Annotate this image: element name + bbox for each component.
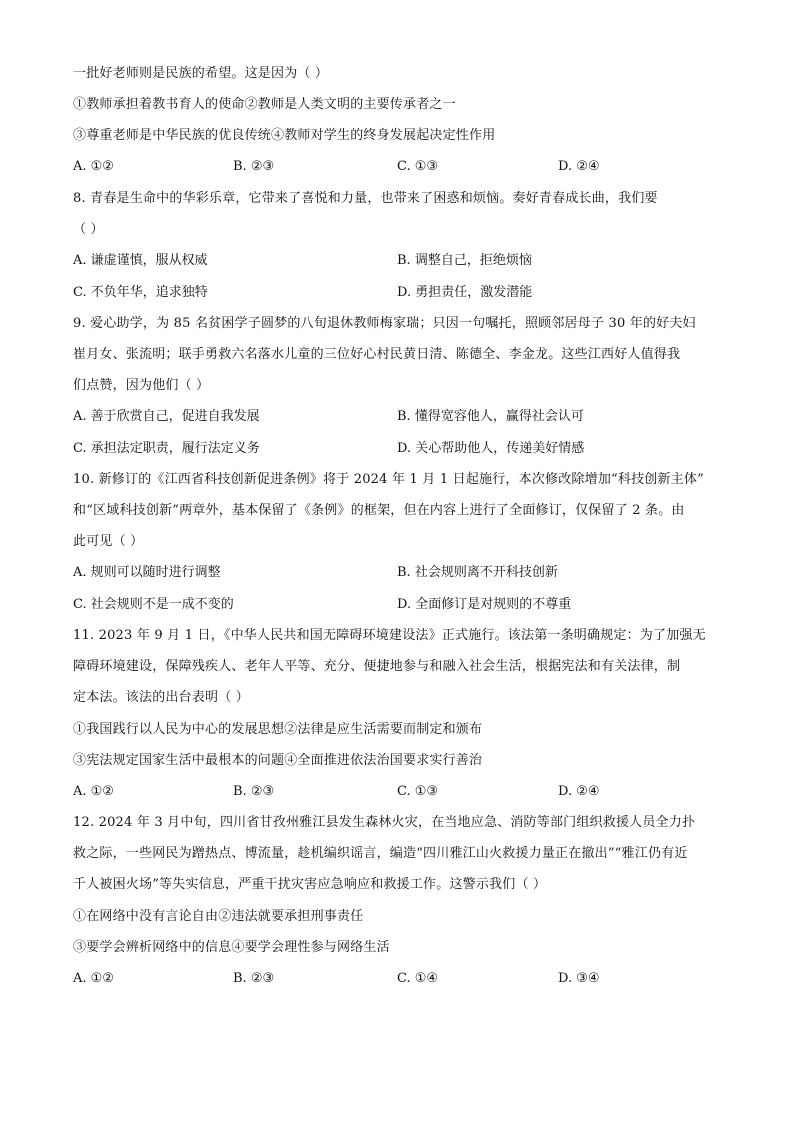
q12-stem-3: 千人被困火场”等失实信息，严重干扰灾害应急响应和救援工作。这警示我们（ ） bbox=[73, 877, 547, 892]
q11-statements-1: ①我国践行以人民为中心的发展思想②法律是应生活需要而制定和颁布 bbox=[73, 722, 483, 737]
q10-stem-3: 此可见（ ） bbox=[73, 534, 144, 549]
q12-statements-2: ③要学会辨析网络中的信息④要学会理性参与网络生活 bbox=[73, 940, 390, 955]
q12-option-d[interactable]: D. ③④ bbox=[558, 971, 600, 986]
q12-option-a[interactable]: A. ①② bbox=[73, 971, 114, 986]
q11-stem-3: 定本法。该法的出台表明（ ） bbox=[73, 690, 249, 705]
q10-option-b[interactable]: B. 社会规则离不开科技创新 bbox=[397, 565, 558, 580]
q10-stem-1: 10. 新修订的《江西省科技创新促进条例》将于 2024 年 1 月 1 日起施行，本次修改除增加“科技创新主体” bbox=[73, 472, 704, 487]
q9-stem-1: 9. 爱心助学，为 85 名贫困学子圆梦的八旬退休教师梅家瑞；只因一句嘱托，照顾邻居母子 30 年的好夫妇 bbox=[73, 316, 696, 331]
q10-option-c[interactable]: C. 社会规则不是一成不变的 bbox=[73, 597, 234, 612]
q9-option-a[interactable]: A. 善于欣赏自己，促进自我发展 bbox=[73, 409, 260, 424]
q9-option-b[interactable]: B. 懂得宽容他人，赢得社会认可 bbox=[397, 409, 584, 424]
q11-stem-1: 11. 2023 年 9 月 1 日，《中华人民共和国无障碍环境建设法》正式施行。该法第一条明确规定：为了加强无 bbox=[73, 628, 706, 643]
q7-stem: 一批好老师则是民族的希望。这是因为（ ） bbox=[73, 66, 329, 81]
q7-option-d[interactable]: D. ②④ bbox=[558, 159, 600, 174]
q11-statements-2: ③宪法规定国家生活中最根本的问题④全面推进依法治国要求实行善治 bbox=[73, 753, 483, 768]
q11-option-d[interactable]: D. ②④ bbox=[558, 784, 600, 799]
q7-option-c[interactable]: C. ①③ bbox=[397, 159, 439, 174]
q8-option-c[interactable]: C. 不负年华，追求独特 bbox=[73, 285, 208, 300]
q9-option-d[interactable]: D. 关心帮助他人，传递美好情感 bbox=[397, 441, 585, 456]
q9-option-c[interactable]: C. 承担法定职责，履行法定义务 bbox=[73, 441, 260, 456]
q11-stem-2: 障碍环境建设，保障残疾人、老年人平等、充分、便捷地参与和融入社会生活，根据宪法和有关法律，制 bbox=[73, 659, 681, 674]
q9-stem-2: 崔月女、张流明；联手勇救六名落水儿童的三位好心村民黄日清、陈德全、李金龙。这些江西好人值得我 bbox=[73, 347, 681, 362]
q12-stem-1: 12. 2024 年 3 月中旬，四川省甘孜州雅江县发生森林火灾，在当地应急、消防等部门组织救援人员全力扑 bbox=[73, 815, 696, 830]
q11-option-b[interactable]: B. ②③ bbox=[233, 784, 275, 799]
q12-statements-1: ①在网络中没有言论自由②违法就要承担刑事责任 bbox=[73, 909, 364, 924]
q12-option-b[interactable]: B. ②③ bbox=[233, 971, 275, 986]
q8-stem-2: （ ） bbox=[73, 222, 104, 237]
q10-option-d[interactable]: D. 全面修订是对规则的不尊重 bbox=[397, 597, 572, 612]
q9-stem-3: 们点赞，因为他们（ ） bbox=[73, 378, 210, 393]
q8-option-d[interactable]: D. 勇担责任，激发潜能 bbox=[397, 285, 533, 300]
q8-option-b[interactable]: B. 调整自己，拒绝烦恼 bbox=[397, 253, 532, 268]
q7-option-b[interactable]: B. ②③ bbox=[233, 159, 275, 174]
q7-option-a[interactable]: A. ①② bbox=[73, 159, 114, 174]
q7-statements-1: ①教师承担着教书育人的使命②教师是人类文明的主要传承者之一 bbox=[73, 97, 456, 112]
q8-stem-1: 8. 青春是生命中的华彩乐章，它带来了喜悦和力量，也带来了困惑和烦恼。奏好青春成长曲，我们要 bbox=[73, 191, 658, 206]
q11-option-c[interactable]: C. ①③ bbox=[397, 784, 439, 799]
q12-stem-2: 救之际，一些网民为蹭热点、博流量，趁机编织谣言，编造“四川雅江山火救援力量正在撤出”“雅江仍有近 bbox=[73, 846, 688, 861]
q7-statements-2: ③尊重老师是中华民族的优良传统④教师对学生的终身发展起决定性作用 bbox=[73, 128, 496, 143]
q11-option-a[interactable]: A. ①② bbox=[73, 784, 114, 799]
q12-option-c[interactable]: C. ①④ bbox=[397, 971, 439, 986]
q10-stem-2: 和“区域科技创新”两章外，基本保留了《条例》的框架，但在内容上进行了全面修订，仅保留了 2 条。由 bbox=[73, 503, 685, 518]
q8-option-a[interactable]: A. 谦虚谨慎，服从权威 bbox=[73, 253, 208, 268]
q10-option-a[interactable]: A. 规则可以随时进行调整 bbox=[73, 565, 221, 580]
